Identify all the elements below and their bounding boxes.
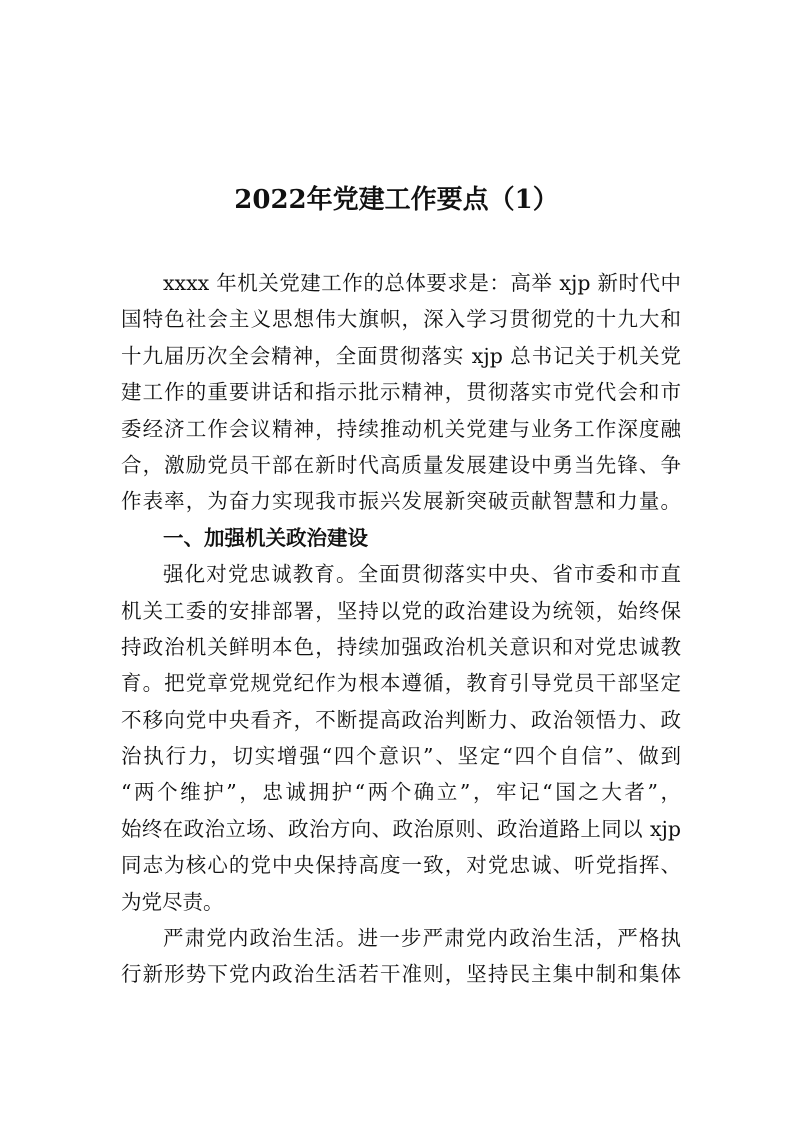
text-line: 行新形势下党内政治生活若干准则，坚持民主集中制和集体: [121, 962, 681, 987]
text-line: 强化对党忠诚教育。全面贯彻落实中央、省市委和市直: [163, 562, 681, 587]
text-line: 同志为核心的党中央保持高度一致，对党忠诚、听党指挥、: [121, 853, 681, 878]
text-line: 持政治机关鲜明本色，持续加强政治机关意识和对党忠诚教: [121, 634, 681, 659]
text-line: 委经济工作会议精神，持续推动机关党建与业务工作深度融: [121, 416, 681, 441]
text-line: 严肃党内政治生活。进一步严肃党内政治生活，严格执: [163, 926, 681, 951]
text-line: xxxx 年机关党建工作的总体要求是：高举 xjp 新时代中: [163, 271, 681, 295]
document-title: 2022年党建工作要点（1）: [234, 185, 559, 215]
text-line: 机关工委的安排部署，坚持以党的政治建设为统领，始终保: [121, 598, 681, 623]
text-line: 合，激励党员干部在新时代高质量发展建设中勇当先锋、争: [121, 452, 681, 477]
document-body: [121, 265, 681, 993]
text-line: 始终在政治立场、政治方向、政治原则、政治道路上同以 xjp: [121, 816, 681, 841]
paragraph-political-life: [121, 920, 681, 993]
paragraph-loyalty-education: [121, 556, 681, 920]
text-line: 不移向党中央看齐，不断提高政治判断力、政治领悟力、政: [121, 707, 681, 732]
text-line: 治执行力，切实增强“四个意识”、坚定“四个自信”、做到: [121, 744, 681, 769]
text-line: 国特色社会主义思想伟大旗帜，深入学习贯彻党的十九大和: [121, 307, 681, 332]
text-line: 十九届历次全会精神，全面贯彻落实 xjp 总书记关于机关党: [121, 343, 681, 368]
section-heading: 一、加强机关政治建设: [163, 525, 368, 550]
text-line: 为党尽责。: [121, 889, 224, 914]
paragraph-general-requirements: [121, 265, 681, 520]
text-line: “两个维护”，忠诚拥护“两个确立”，牢记“国之大者”，: [121, 780, 681, 805]
text-line: 建工作的重要讲话和指示批示精神，贯彻落实市党代会和市: [121, 380, 681, 405]
text-line: 作表率，为奋力实现我市振兴发展新突破贡献智慧和力量。: [121, 489, 681, 514]
text-line: 育。把党章党规党纪作为根本遵循，教育引导党员干部坚定: [121, 671, 681, 696]
